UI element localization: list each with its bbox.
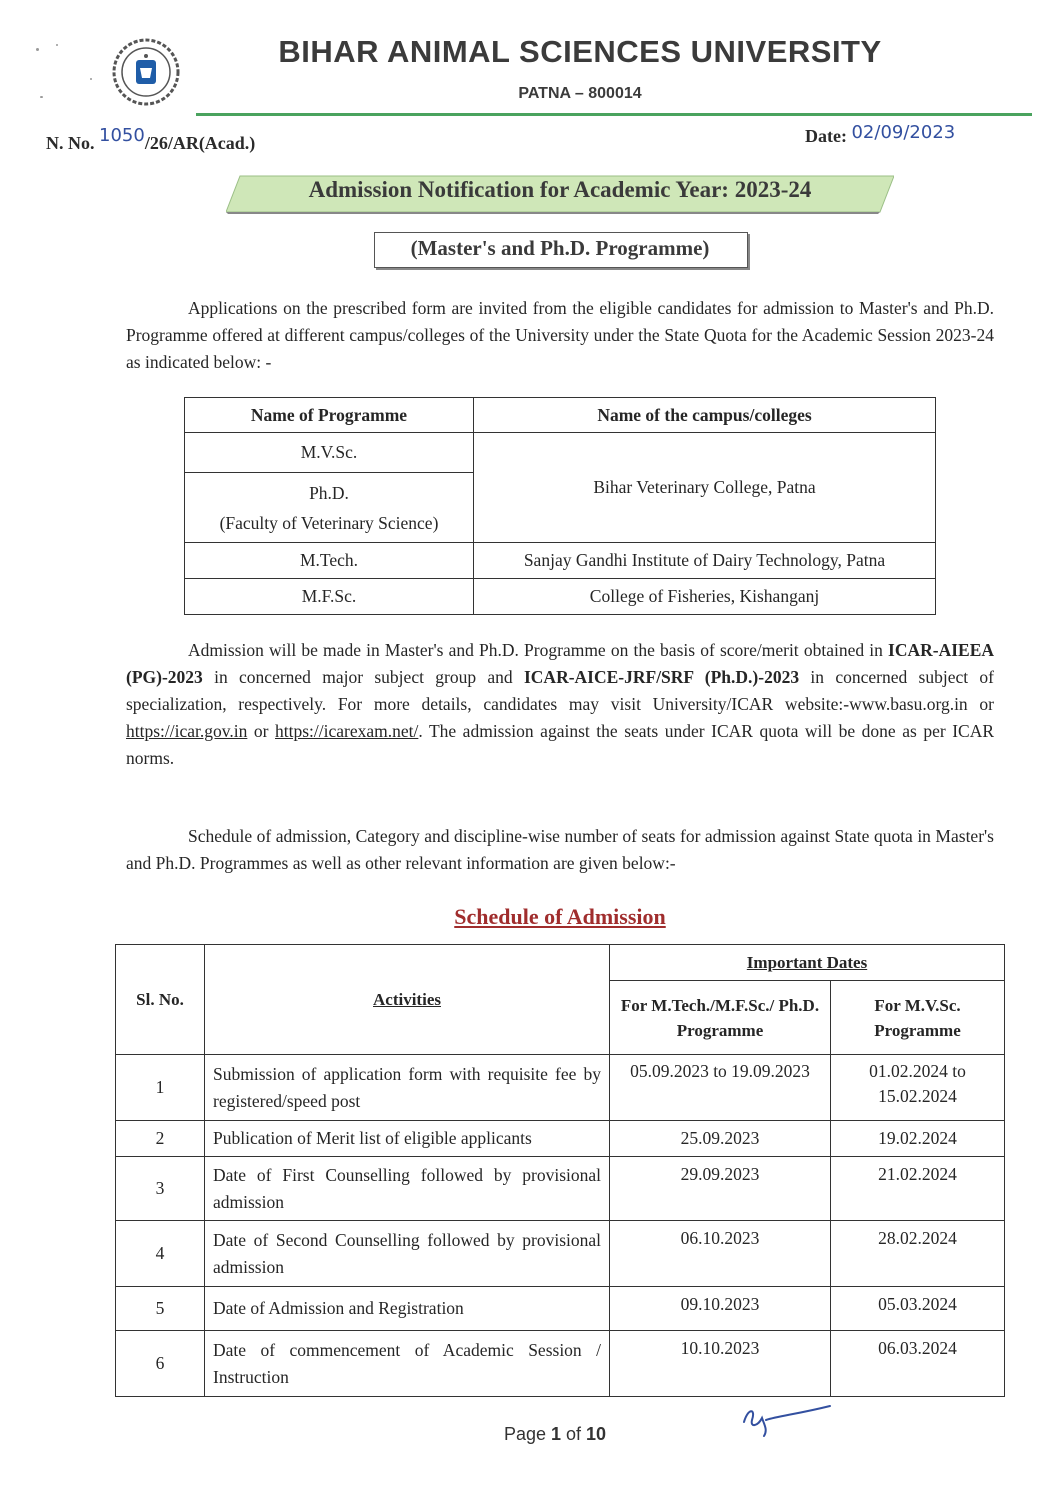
activity-cell: Date of Second Counselling followed by provisional admission [205, 1221, 610, 1287]
college-cell: Bihar Veterinary College, Patna [474, 433, 936, 543]
table-row [116, 1287, 1005, 1331]
date2-cell: 19.02.2024 [831, 1121, 1005, 1157]
text: or [247, 721, 275, 741]
programmes-table [184, 397, 936, 615]
table-row [185, 543, 936, 579]
date2-cell: 21.02.2024 [831, 1157, 1005, 1221]
date2-cell: 01.02.2024 to 15.02.2024 [831, 1055, 1005, 1121]
header-slno: Sl. No. [116, 945, 205, 1055]
programme-cell: M.Tech. [185, 543, 474, 579]
table-row [116, 1331, 1005, 1397]
header-rule [196, 113, 1032, 116]
header-important-dates [610, 945, 1005, 981]
college-cell: Sanjay Gandhi Institute of Dairy Technology, Patna [474, 543, 936, 579]
ref-number-handwritten: 1050 [99, 125, 145, 146]
text: in concerned major subject group and [202, 667, 524, 687]
header-college: Name of the campus/colleges [474, 398, 936, 433]
programme-name: Ph.D. [309, 482, 349, 503]
date1-cell: 05.09.2023 to 19.09.2023 [610, 1055, 831, 1121]
slno-cell: 3 [116, 1157, 205, 1221]
university-logo [112, 38, 180, 106]
icar-link[interactable]: https://icar.gov.in [126, 721, 248, 741]
activity-cell: Submission of application form with requisite fee by registered/speed post [205, 1055, 610, 1121]
important-dates-label: Important Dates [746, 953, 868, 972]
icarexam-link[interactable]: https://icarexam.net/ [275, 721, 419, 741]
table-header-row [185, 398, 936, 433]
date2-cell: 06.03.2024 [831, 1331, 1005, 1397]
header-activities [205, 945, 610, 1055]
programme-cell: M.V.Sc. [185, 433, 474, 473]
college-cell: College of Fisheries, Kishanganj [474, 579, 936, 615]
slno-cell: 2 [116, 1121, 205, 1157]
table-row [185, 579, 936, 615]
date1-cell: 09.10.2023 [610, 1287, 831, 1331]
date1-cell: 29.09.2023 [610, 1157, 831, 1221]
header-prog1: For M.Tech./M.F.Sc./ Ph.D. Programme [610, 981, 831, 1055]
table-row [116, 1055, 1005, 1121]
intro-paragraph [126, 295, 994, 376]
notification-number [46, 125, 256, 154]
university-name: BIHAR ANIMAL SCIENCES UNIVERSITY [278, 34, 882, 69]
table-row [185, 433, 936, 473]
notification-date [805, 122, 956, 147]
schedule-title: Schedule of Admission [454, 904, 666, 929]
text: in concerned subject of specialization, respectively. For more details, candidates may visit University/ICAR website:-www.basu.org.in or [126, 667, 994, 714]
scan-speck [90, 78, 92, 80]
header-prog2: For M.V.Sc. Programme [831, 981, 1005, 1055]
page-current: 1 [550, 1424, 561, 1444]
activity-cell: Date of commencement of Academic Session / Instruction [205, 1331, 610, 1397]
activity-cell: Date of First Counselling followed by provisional admission [205, 1157, 610, 1221]
admission-paragraph [126, 637, 994, 772]
text: . The admission against the seats under ICAR quota will be done as per ICAR norms. [126, 721, 995, 768]
table-row [116, 1157, 1005, 1221]
date1-cell: 10.10.2023 [610, 1331, 831, 1397]
schedule-para-text: Schedule of admission, Category and discipline-wise number of seats for admission against State quota in Master's and Ph.D. Programmes as well as other relevant information are given below:- [126, 826, 994, 873]
intro-text: Applications on the prescribed form are invited from the eligible candidates for admission to Master's and Ph.D. Programme offered at different campus/colleges of the University under the State Quota for the Academic Session 2023-24 as indicated below: - [126, 298, 994, 372]
page-number [480, 1424, 630, 1445]
programme-note: (Faculty of Veterinary Science) [219, 512, 439, 533]
activity-cell: Publication of Merit list of eligible applicants [205, 1121, 610, 1157]
page-mid: of [561, 1424, 587, 1444]
signature-icon [738, 1400, 834, 1438]
slno-cell: 4 [116, 1221, 205, 1287]
schedule-paragraph [126, 823, 994, 877]
date1-cell: 06.10.2023 [610, 1221, 831, 1287]
page-prefix: Page [503, 1424, 551, 1444]
activities-label: Activities [373, 990, 441, 1009]
notification-title: Admission Notification for Academic Year: 2023-24 [308, 177, 812, 202]
programme-cell [185, 473, 474, 543]
date2-cell: 28.02.2024 [831, 1221, 1005, 1287]
scan-speck [36, 48, 39, 51]
exam-name-pg: ICAR-AIEEA (PG)-2023 [126, 640, 994, 687]
text: Admission will be made in Master's and Ph.D. Programme on the basis of score/merit obtained in [188, 640, 889, 660]
header-programme: Name of Programme [185, 398, 474, 433]
university-city: PATNA – 800014 [518, 85, 642, 102]
date-value-handwritten: 02/09/2023 [851, 122, 956, 143]
scan-speck [40, 96, 43, 98]
slno-cell: 1 [116, 1055, 205, 1121]
page-total: 10 [586, 1424, 607, 1444]
table-header-row [116, 945, 1005, 981]
ref-prefix: N. No. [46, 133, 99, 153]
ref-suffix: /26/AR(Acad.) [144, 133, 256, 153]
date2-cell: 05.03.2024 [831, 1287, 1005, 1331]
slno-cell: 5 [116, 1287, 205, 1331]
exam-name-phd: ICAR-AICE-JRF/SRF (Ph.D.)-2023 [523, 667, 800, 687]
schedule-table [115, 944, 1005, 1397]
programme-cell: M.F.Sc. [185, 579, 474, 615]
scan-speck [56, 44, 58, 46]
notification-subtitle: (Master's and Ph.D. Programme) [410, 236, 710, 260]
slno-cell: 6 [116, 1331, 205, 1397]
activity-cell: Date of Admission and Registration [205, 1287, 610, 1331]
table-row [116, 1221, 1005, 1287]
date1-cell: 25.09.2023 [610, 1121, 831, 1157]
table-row [116, 1121, 1005, 1157]
date-label: Date: [805, 126, 852, 146]
